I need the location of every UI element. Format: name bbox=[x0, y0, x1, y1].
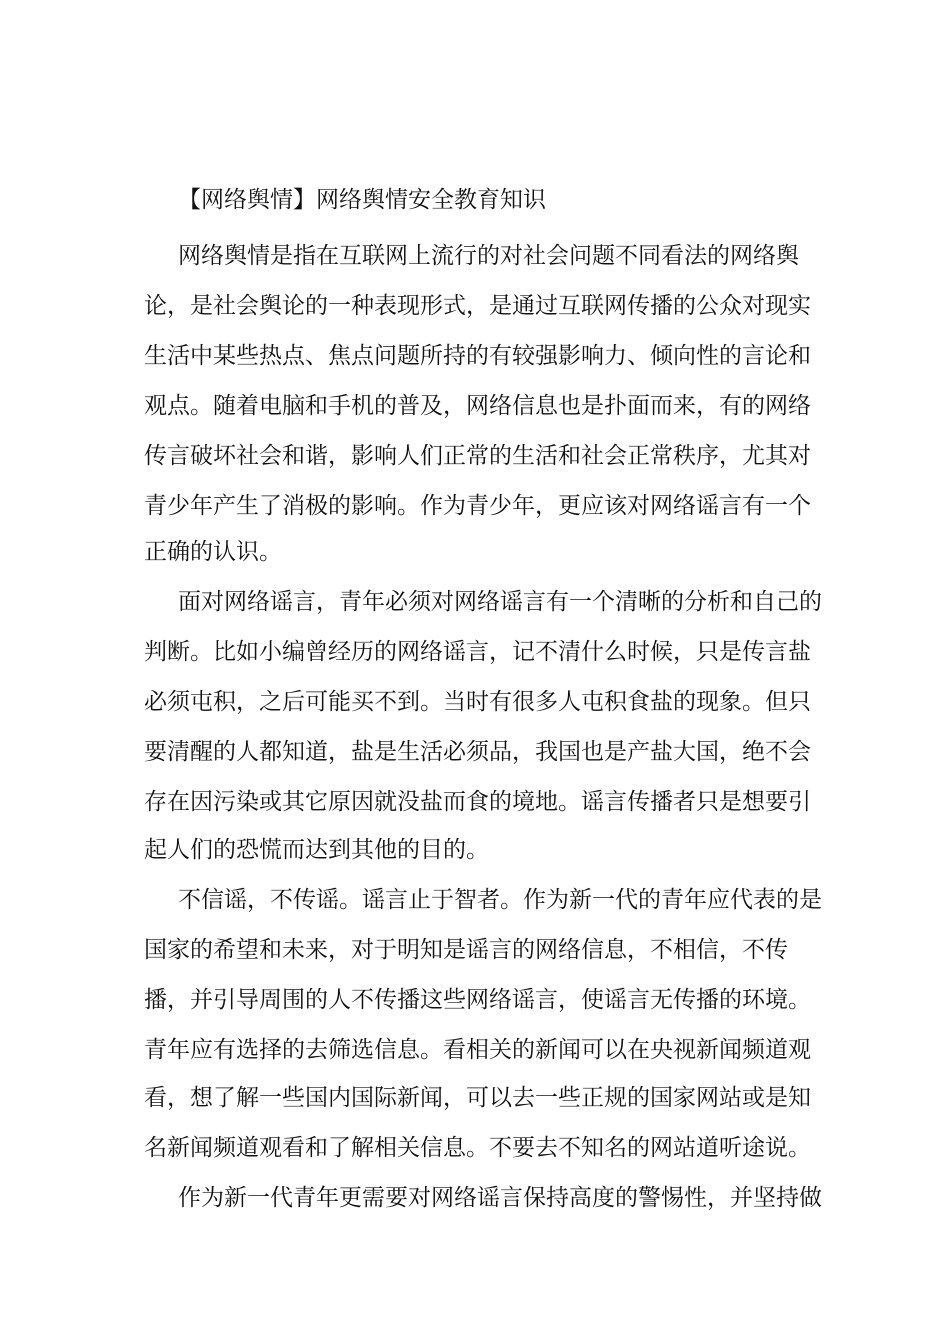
text-line: 传言破坏社会和谐，影响人们正常的生活和社会正常秩序，尤其对 bbox=[144, 443, 811, 469]
text-line: 论，是社会舆论的一种表现形式，是通过互联网传播的公众对现实 bbox=[144, 293, 811, 319]
text-line: 起人们的恐慌而达到其他的目的。 bbox=[144, 837, 489, 863]
text-line: 青少年产生了消极的影响。作为青少年，更应该对网络谣言有一个 bbox=[144, 493, 811, 519]
text-line: 必须屯积，之后可能买不到。当时有很多人屯积食盐的现象。但只 bbox=[144, 689, 811, 715]
text-line: 看，想了解一些国内国际新闻，可以去一些正规的国家网站或是知 bbox=[144, 1085, 811, 1111]
text-line: 不信谣，不传谣。谣言止于智者。作为新一代的青年应代表的是 bbox=[178, 887, 822, 913]
text-line: 生活中某些热点、焦点问题所持的有较强影响力、倾向性的言论和 bbox=[144, 343, 811, 369]
text-line: 判断。比如小编曾经历的网络谣言，记不清什么时候，只是传言盐 bbox=[144, 639, 811, 665]
text-line: 存在因污染或其它原因就没盐而食的境地。谣言传播者只是想要引 bbox=[144, 789, 811, 815]
text-line: 名新闻频道观看和了解相关信息。不要去不知名的网站道听途说。 bbox=[144, 1135, 811, 1161]
text-line: 要清醒的人都知道，盐是生活必须品，我国也是产盐大国，绝不会 bbox=[144, 739, 811, 765]
text-line: 播，并引导周围的人不传播这些网络谣言，使谣言无传播的环境。 bbox=[144, 987, 811, 1013]
text-line: 国家的希望和未来，对于明知是谣言的网络信息，不相信，不传 bbox=[144, 937, 788, 963]
text-line: 青年应有选择的去筛选信息。看相关的新闻可以在央视新闻频道观 bbox=[144, 1037, 811, 1063]
text-line: 网络舆情是指在互联网上流行的对社会问题不同看法的网络舆 bbox=[178, 243, 799, 269]
text-line: 正确的认识。 bbox=[144, 539, 282, 565]
document-title: 【网络舆情】网络舆情安全教育知识 bbox=[178, 187, 546, 213]
text-line: 观点。随着电脑和手机的普及，网络信息也是扑面而来，有的网络 bbox=[144, 393, 811, 419]
text-line: 面对网络谣言，青年必须对网络谣言有一个清晰的分析和自己的 bbox=[178, 589, 822, 615]
text-line: 作为新一代青年更需要对网络谣言保持高度的警惕性，并坚持做 bbox=[178, 1185, 822, 1211]
